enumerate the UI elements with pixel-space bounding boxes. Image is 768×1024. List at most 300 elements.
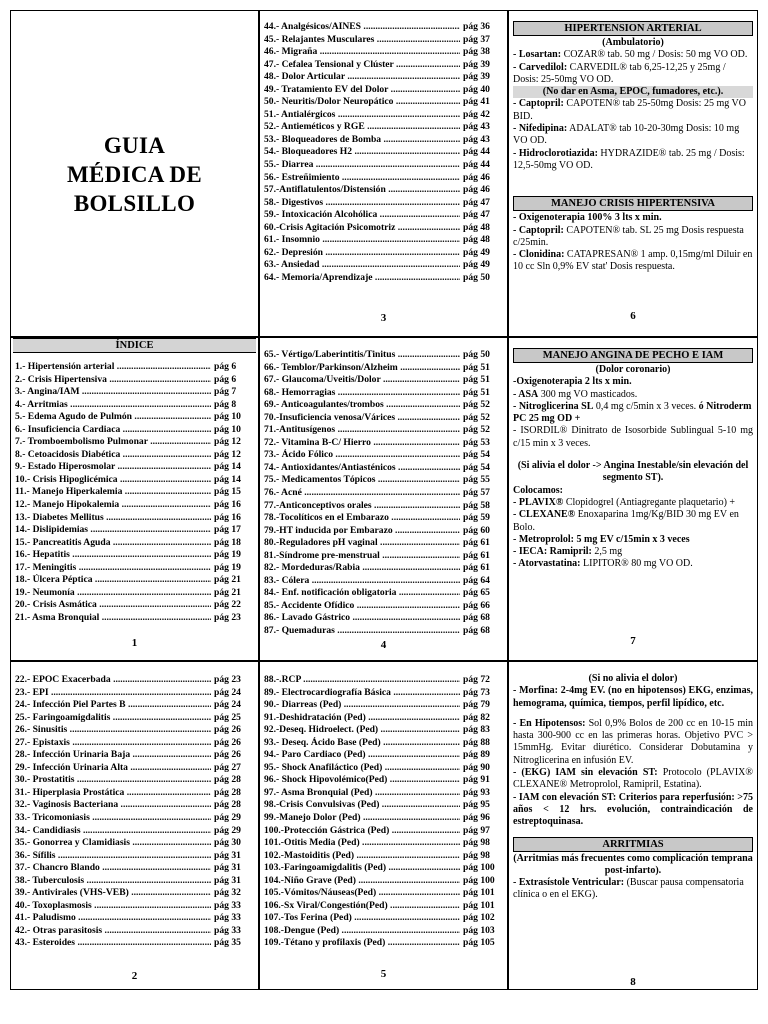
treatment-line: -Oxigenoterapia 2 lts x min. bbox=[513, 376, 632, 388]
toc-entry bbox=[15, 549, 258, 562]
drug-dose: HYDRAZIDE® tab. 25 mg / Dosis: 12,5-50mg VO OD. bbox=[513, 147, 745, 171]
toc-entry bbox=[15, 900, 258, 913]
toc-entry-page: pág 57 bbox=[463, 487, 490, 499]
toc-entry-page: pág 61 bbox=[463, 537, 490, 549]
treatment-note: (Si alivia el dolor -> Angina Inestable/sin elevación del segmento ST). bbox=[517, 460, 749, 484]
toc-entry bbox=[264, 374, 507, 387]
toc-entry bbox=[264, 21, 507, 34]
toc-entry-title: 7.- Tromboembolismo Pulmonar ..... bbox=[15, 436, 211, 449]
toc-entry-title: 106.-Sx Viral/Congestión(Ped) ..... bbox=[264, 900, 460, 913]
drug-dose: COZAR® tab. 50 mg / Dosis: 50 mg VO OD. bbox=[561, 49, 748, 61]
toc-entry bbox=[264, 799, 507, 812]
toc-entry-page: pág 21 bbox=[214, 574, 241, 586]
toc-entry-page: pág 54 bbox=[463, 449, 490, 461]
toc-entry bbox=[264, 612, 507, 625]
toc-entry bbox=[264, 550, 507, 563]
toc-page-2 bbox=[11, 674, 258, 991]
toc-entry bbox=[15, 449, 258, 462]
toc-entry-title: 72.- Vitamina B-C/ Hierro ..... bbox=[264, 437, 460, 450]
toc-entry-page: pág 91 bbox=[463, 774, 490, 786]
toc-entry-title: 20.- Crisis Asmática ..... bbox=[15, 599, 211, 612]
toc-entry-page: pág 61 bbox=[463, 562, 490, 574]
toc-entry-title: 76.- Acné ..... bbox=[264, 487, 460, 500]
toc-entry-page: pág 26 bbox=[214, 749, 241, 761]
toc-entry-page: pág 26 bbox=[214, 736, 241, 748]
toc-entry bbox=[15, 512, 258, 525]
toc-entry-page: pág 52 bbox=[463, 424, 490, 436]
toc-entry bbox=[15, 749, 258, 762]
toc-entry bbox=[264, 875, 507, 888]
toc-entry-title: 59.- Intoxicación Alcohólica ..... bbox=[264, 209, 460, 222]
toc-entry bbox=[15, 599, 258, 612]
toc-entry-page: pág 22 bbox=[214, 599, 241, 611]
cover-title-line: BOLSILLO bbox=[73, 191, 196, 216]
toc-entry bbox=[264, 687, 507, 700]
toc-entry-page: pág 88 bbox=[463, 736, 490, 748]
drug-name: - ASA bbox=[513, 388, 539, 400]
toc-entry-title: 53.- Bloqueadores de Bomba ..... bbox=[264, 134, 460, 147]
toc-entry bbox=[264, 900, 507, 913]
toc-entry bbox=[264, 197, 507, 210]
toc-entry-page: pág 31 bbox=[214, 874, 241, 886]
toc-entry-page: pág 43 bbox=[463, 121, 490, 133]
toc-entry-title: 36.- Sífilis ..... bbox=[15, 850, 211, 863]
toc-entry-page: pág 33 bbox=[214, 924, 241, 936]
toc-entry-title: 108.-Dengue (Ped) ..... bbox=[264, 925, 460, 938]
toc-entry-title: 90.- Diarreas (Ped) ..... bbox=[264, 699, 460, 712]
toc-entry-page: pág 101 bbox=[463, 887, 495, 899]
toc-entry bbox=[264, 121, 507, 134]
toc-entry-page: pág 33 bbox=[214, 899, 241, 911]
toc-entry-page: pág 58 bbox=[463, 499, 490, 511]
toc-entry-page: pág 10 bbox=[214, 411, 241, 423]
toc-entry-page: pág 31 bbox=[214, 862, 241, 874]
toc-entry-title: 79.-HT inducida por Embarazo ..... bbox=[264, 525, 460, 538]
toc-entry-page: pág 50 bbox=[463, 271, 490, 283]
drug-name: - En Hipotensos: bbox=[513, 717, 586, 729]
toc-entry bbox=[15, 799, 258, 812]
toc-entry-page: pág 65 bbox=[463, 587, 490, 599]
toc-entry bbox=[264, 474, 507, 487]
drug-dose: CATAPRESAN® 1 amp. 0,15mg/ml Diluir en 10 cc Sln 0,9% EV stat' Dosis respuesta. bbox=[513, 249, 753, 273]
toc-entry bbox=[15, 361, 258, 374]
toc-entry bbox=[264, 887, 507, 900]
drug-dose: Clopidogrel (Antiagregante plaquetario) + bbox=[563, 496, 736, 508]
toc-entry-title: 95.- Shock Anafiláctico (Ped) ..... bbox=[264, 762, 460, 775]
drug-name: - Extrasístole Ventricular: bbox=[513, 877, 625, 889]
cover-title-line: GUIA bbox=[103, 133, 166, 158]
toc-entry-title: 26.- Sinusitis ..... bbox=[15, 724, 211, 737]
toc-entry-title: 52.- Antieméticos y RGE ..... bbox=[264, 121, 460, 134]
toc-entry bbox=[264, 387, 507, 400]
toc-entry bbox=[15, 862, 258, 875]
toc-entry-page: pág 19 bbox=[214, 549, 241, 561]
drug-name: - Nifedipina: bbox=[513, 123, 568, 135]
drug-dose: EKG, enzimas, hemograma, química, tiempos, perfil lipídico, etc. bbox=[513, 685, 753, 709]
toc-entry-title: 42.- Otras parasitosis ..... bbox=[15, 925, 211, 938]
toc-entry-title: 35.- Gonorrea y Clamidiasis ..... bbox=[15, 837, 211, 850]
drug-name: - Atorvastatina: bbox=[513, 558, 581, 570]
toc-entry bbox=[15, 875, 258, 888]
toc-entry bbox=[264, 449, 507, 462]
toc-page-3 bbox=[260, 21, 507, 336]
toc-entry-title: 22.- EPOC Exacerbada ..... bbox=[15, 674, 211, 687]
toc-entry bbox=[264, 787, 507, 800]
toc-entry bbox=[15, 687, 258, 700]
toc-entry bbox=[264, 46, 507, 59]
toc-entry bbox=[264, 462, 507, 475]
toc-entry-page: pág 19 bbox=[214, 561, 241, 573]
toc-entry bbox=[264, 774, 507, 787]
toc-entry-title: 5.- Edema Agudo de Pulmón ..... bbox=[15, 411, 211, 424]
toc-entry bbox=[15, 837, 258, 850]
toc-entry bbox=[264, 59, 507, 72]
toc-entry bbox=[15, 674, 258, 687]
toc-entry-page: pág 72 bbox=[463, 674, 490, 685]
toc-entry bbox=[15, 762, 258, 775]
toc-entry bbox=[264, 437, 507, 450]
toc-entry bbox=[264, 724, 507, 737]
toc-entry-title: 51.- Antialérgicos ..... bbox=[264, 109, 460, 122]
toc-entry-title: 13.- Diabetes Mellitus ..... bbox=[15, 512, 211, 525]
index-title: ÍNDICE bbox=[13, 338, 256, 353]
toc-list bbox=[11, 361, 258, 624]
toc-entry-title: 60.-Crisis Agitación Psicomotriz ..... bbox=[264, 222, 460, 235]
toc-entry-title: 80.-Reguladores pH vaginal ..... bbox=[264, 537, 460, 550]
drug-dose: (Buscar pausa compensatoria clínica o en el EKG). bbox=[513, 877, 744, 901]
toc-entry-page: pág 31 bbox=[214, 849, 241, 861]
toc-entry-page: pág 6 bbox=[214, 373, 237, 385]
toc-entry-page: pág 23 bbox=[214, 611, 241, 623]
booklet-sheet bbox=[10, 10, 758, 990]
drug-dose: Sol 0,9% Bolos de 200 cc en 10-15 min hasta 300-900 cc en las primeras horas. Objetivo PVC > 15mmHg. Evitar diurético. Considerar Dobutamina y Nitroglicerina en infusión EV. bbox=[513, 717, 753, 766]
toc-entry-page: pág 61 bbox=[463, 549, 490, 561]
toc-list bbox=[260, 349, 507, 638]
toc-entry bbox=[15, 411, 258, 424]
toc-entry-page: pág 16 bbox=[214, 511, 241, 523]
page-number: 5 bbox=[380, 968, 387, 980]
toc-entry-page: pág 37 bbox=[463, 33, 490, 45]
toc-entry-title: 39.- Antivirales (VHS-VEB) ..... bbox=[15, 887, 211, 900]
drug-dose: Enoxaparina 1mg/Kg/BID 30 mg EV en Bolo. bbox=[513, 509, 739, 533]
toc-entry bbox=[264, 247, 507, 260]
toc-page-4 bbox=[260, 349, 507, 660]
toc-entry-title: 92.-Deseq. Hidroelect. (Ped) ..... bbox=[264, 724, 460, 737]
toc-entry-page: pág 64 bbox=[463, 574, 490, 586]
toc-entry-page: pág 52 bbox=[463, 399, 490, 411]
toc-entry-title: 88.-.RCP ..... bbox=[264, 674, 460, 687]
toc-entry-title: 48.- Dolor Articular ..... bbox=[264, 71, 460, 84]
toc-entry-title: 62.- Depresión ..... bbox=[264, 247, 460, 260]
toc-entry-page: pág 51 bbox=[463, 386, 490, 398]
page-number: 2 bbox=[131, 970, 138, 982]
toc-entry-title: 73.- Ácido Fólico ..... bbox=[264, 449, 460, 462]
toc-entry-page: pág 46 bbox=[463, 171, 490, 183]
toc-entry bbox=[15, 499, 258, 512]
toc-entry bbox=[264, 575, 507, 588]
toc-entry bbox=[15, 574, 258, 587]
drug-name: - Clonidina: bbox=[513, 249, 565, 261]
treatment-note: (Arritmias más frecuentes como complicación temprana post-infarto). bbox=[513, 852, 753, 876]
toc-entry-title: 103.-Faringoamigdalitis (Ped) ..... bbox=[264, 862, 460, 875]
cover-panel bbox=[11, 11, 258, 336]
toc-entry bbox=[264, 937, 507, 950]
section-header: HIPERTENSION ARTERIAL bbox=[513, 21, 753, 36]
toc-entry bbox=[264, 209, 507, 222]
toc-entry-title: 4.- Arritmias ..... bbox=[15, 399, 211, 412]
toc-entry-page: pág 47 bbox=[463, 209, 490, 221]
toc-entry bbox=[15, 774, 258, 787]
toc-entry-page: pág 32 bbox=[214, 887, 241, 899]
toc-entry bbox=[15, 374, 258, 387]
toc-entry-page: pág 89 bbox=[463, 749, 490, 761]
toc-entry-title: 109.-Tétano y profilaxis (Ped) ..... bbox=[264, 937, 460, 950]
toc-entry-title: 58.- Digestivos ..... bbox=[264, 197, 460, 210]
toc-entry-page: pág 98 bbox=[463, 837, 490, 849]
toc-entry-page: pág 96 bbox=[463, 812, 490, 824]
toc-entry bbox=[15, 436, 258, 449]
page-number: 1 bbox=[131, 637, 138, 649]
treatment-line: - IAM con elevación ST: Criterios para reperfusión: >75 años < 12 hrs. evolución, contraindicación de estreptoquinasa. bbox=[513, 791, 753, 828]
page-number: 7 bbox=[630, 635, 636, 647]
drug-name: - Hidroclorotiazida: bbox=[513, 147, 598, 159]
row-divider bbox=[11, 660, 757, 662]
toc-entry bbox=[264, 362, 507, 375]
toc-entry-page: pág 6 bbox=[214, 361, 237, 372]
toc-entry bbox=[15, 825, 258, 838]
toc-entry bbox=[264, 625, 507, 638]
toc-entry-page: pág 50 bbox=[463, 349, 490, 360]
toc-entry-title: 64.- Memoria/Aprendizaje ..... bbox=[264, 272, 460, 285]
toc-entry-title: 93.- Deseq. Ácido Base (Ped) ..... bbox=[264, 737, 460, 750]
toc-entry-page: pág 54 bbox=[463, 461, 490, 473]
toc-entry-title: 104.-Niño Grave (Ped) ..... bbox=[264, 875, 460, 888]
toc-entry-title: 32.- Vaginosis Bacteriana ..... bbox=[15, 799, 211, 812]
drug-name: - PLAVIX® bbox=[513, 496, 564, 508]
toc-entry-page: pág 26 bbox=[214, 724, 241, 736]
toc-entry-title: 99.-Manejo Dolor (Ped) ..... bbox=[264, 812, 460, 825]
toc-page-1 bbox=[11, 338, 258, 660]
toc-entry-title: 81.-Síndrome pre-menstrual ..... bbox=[264, 550, 460, 563]
toc-entry-title: 83.- Cólera ..... bbox=[264, 575, 460, 588]
toc-entry-page: pág 29 bbox=[214, 812, 241, 824]
toc-entry-title: 43.- Esteroides ..... bbox=[15, 937, 211, 950]
toc-entry-title: 44.- Analgésicos/AINES ..... bbox=[264, 21, 460, 34]
toc-entry-page: pág 28 bbox=[214, 799, 241, 811]
toc-entry bbox=[264, 737, 507, 750]
toc-entry-title: 18.- Úlcera Péptica ..... bbox=[15, 574, 211, 587]
toc-entry-page: pág 28 bbox=[214, 774, 241, 786]
toc-entry-title: 101.-Otitis Media (Ped) ..... bbox=[264, 837, 460, 850]
toc-entry bbox=[15, 850, 258, 863]
toc-entry-page: pág 39 bbox=[463, 71, 490, 83]
toc-entry-title: 87.- Quemaduras ..... bbox=[264, 625, 460, 638]
toc-entry-title: 91.-Deshidratación (Ped) ..... bbox=[264, 712, 460, 725]
section-subtitle: (Ambulatorio) bbox=[602, 37, 664, 48]
toc-entry bbox=[15, 925, 258, 938]
toc-entry bbox=[264, 762, 507, 775]
toc-entry bbox=[15, 737, 258, 750]
toc-entry bbox=[15, 486, 258, 499]
toc-entry bbox=[264, 812, 507, 825]
toc-entry-title: 74.- Antioxidantes/Antiasténicos ..... bbox=[264, 462, 460, 475]
toc-entry-title: 31.- Hiperplasia Prostática ..... bbox=[15, 787, 211, 800]
toc-entry bbox=[264, 84, 507, 97]
toc-entry-title: 10.- Crisis Hipoglicémica ..... bbox=[15, 474, 211, 487]
toc-entry-title: 29.- Infección Urinaria Alta ..... bbox=[15, 762, 211, 775]
page-6-hypertension bbox=[509, 21, 757, 336]
toc-entry-page: pág 79 bbox=[463, 699, 490, 711]
toc-entry bbox=[264, 349, 507, 362]
toc-entry-title: 23.- EPI ..... bbox=[15, 687, 211, 700]
drug-dose: 300 mg VO masticados. bbox=[538, 388, 638, 400]
toc-entry-page: pág 24 bbox=[214, 686, 241, 698]
drug-name: - (EKG) IAM sin elevación ST: bbox=[513, 767, 658, 779]
toc-entry bbox=[264, 412, 507, 425]
toc-entry-title: 97.- Asma Bronquial (Ped) ..... bbox=[264, 787, 460, 800]
toc-entry bbox=[264, 837, 507, 850]
toc-entry-title: 30.- Prostatitis ..... bbox=[15, 774, 211, 787]
toc-entry bbox=[15, 712, 258, 725]
toc-entry bbox=[264, 587, 507, 600]
page-number: 8 bbox=[630, 976, 636, 988]
toc-entry-title: 61.- Insomnio ..... bbox=[264, 234, 460, 247]
warning-note: (No dar en Asma, EPOC, fumadores, etc.). bbox=[513, 86, 753, 98]
toc-entry-page: pág 44 bbox=[463, 159, 490, 171]
toc-entry-title: 6.- Insuficiencia Cardiaca ..... bbox=[15, 424, 211, 437]
toc-entry-page: pág 95 bbox=[463, 799, 490, 811]
toc-entry-page: pág 48 bbox=[463, 221, 490, 233]
toc-entry-page: pág 28 bbox=[214, 786, 241, 798]
toc-entry-title: 54.- Bloqueadores H2 ..... bbox=[264, 146, 460, 159]
toc-entry bbox=[264, 925, 507, 938]
toc-entry-page: pág 90 bbox=[463, 761, 490, 773]
toc-entry bbox=[264, 600, 507, 613]
toc-entry bbox=[15, 912, 258, 925]
drug-dose: LIPITOR® 80 mg VO OD. bbox=[580, 558, 693, 570]
toc-entry-title: 24.- Infección Piel Partes B ..... bbox=[15, 699, 211, 712]
toc-entry-title: 98.-Crisis Convulsivas (Ped) ..... bbox=[264, 799, 460, 812]
toc-entry bbox=[15, 461, 258, 474]
toc-entry-title: 63.- Ansiedad ..... bbox=[264, 259, 460, 272]
toc-entry bbox=[264, 699, 507, 712]
toc-entry-title: 107.-Tos Ferina (Ped) ..... bbox=[264, 912, 460, 925]
toc-entry-title: 8.- Cetoacidosis Diabética ..... bbox=[15, 449, 211, 462]
toc-entry-page: pág 52 bbox=[463, 411, 490, 423]
toc-entry bbox=[264, 487, 507, 500]
toc-entry-title: 50.- Neuritis/Dolor Neuropático ..... bbox=[264, 96, 460, 109]
toc-entry-page: pág 103 bbox=[463, 924, 495, 936]
toc-entry-page: pág 68 bbox=[463, 612, 490, 624]
toc-entry bbox=[264, 34, 507, 47]
toc-entry-title: 47.- Cefalea Tensional y Clúster ..... bbox=[264, 59, 460, 72]
toc-entry-page: pág 48 bbox=[463, 234, 490, 246]
drug-name: - Nitroglicerina SL bbox=[513, 400, 594, 412]
treatment-line: - Oxigenoterapia 100% 3 lts x min. bbox=[513, 212, 662, 224]
toc-entry-title: 19.- Neumonía ..... bbox=[15, 587, 211, 600]
toc-entry-page: pág 59 bbox=[463, 512, 490, 524]
toc-entry-page: pág 46 bbox=[463, 184, 490, 196]
toc-entry bbox=[264, 712, 507, 725]
treatment-line: - ISORDIL® Dinitrato de Isosorbide Sublingual 5-10 mg c/15 min x 3 veces. bbox=[513, 425, 753, 449]
page-number: 6 bbox=[630, 310, 636, 322]
toc-entry bbox=[15, 937, 258, 950]
toc-entry-title: 40.- Toxoplasmosis ..... bbox=[15, 900, 211, 913]
toc-entry-page: pág 15 bbox=[214, 486, 241, 498]
toc-entry-page: pág 102 bbox=[463, 912, 495, 924]
toc-entry-title: 11.- Manejo Hiperkalemia ..... bbox=[15, 486, 211, 499]
toc-entry-title: 25.- Faringoamigdalitis ..... bbox=[15, 712, 211, 725]
toc-entry-title: 41.- Paludismo ..... bbox=[15, 912, 211, 925]
toc-entry bbox=[15, 474, 258, 487]
toc-entry-page: pág 18 bbox=[214, 536, 241, 548]
toc-entry-title: 84.- Enf. notificación obligatoria ..... bbox=[264, 587, 460, 600]
toc-entry-title: 89.- Electrocardiografía Básica ..... bbox=[264, 687, 460, 700]
toc-entry-title: 105.-Vómitos/Náuseas(Ped) ..... bbox=[264, 887, 460, 900]
toc-entry bbox=[15, 537, 258, 550]
toc-entry-page: pág 98 bbox=[463, 849, 490, 861]
toc-entry bbox=[264, 912, 507, 925]
toc-entry-page: pág 23 bbox=[214, 674, 241, 685]
toc-entry-page: pág 100 bbox=[463, 862, 495, 874]
cover-title bbox=[11, 131, 258, 218]
toc-entry-title: 82.- Mordeduras/Rabia ..... bbox=[264, 562, 460, 575]
toc-entry-page: pág 49 bbox=[463, 246, 490, 258]
toc-entry-title: 2.- Crisis Hipertensiva ..... bbox=[15, 374, 211, 387]
toc-entry-page: pág 33 bbox=[214, 912, 241, 924]
drug-name: - IECA: Ramipril: bbox=[513, 546, 592, 558]
toc-entry-title: 15.- Pancreatitis Aguda ..... bbox=[15, 537, 211, 550]
toc-entry-title: 21.- Asma Bronquial ..... bbox=[15, 612, 211, 625]
toc-entry-title: 55.- Diarrea ..... bbox=[264, 159, 460, 172]
toc-entry-page: pág 73 bbox=[463, 686, 490, 698]
section-header: ARRITMIAS bbox=[513, 837, 753, 852]
toc-entry-page: pág 21 bbox=[214, 586, 241, 598]
toc-entry-page: pág 8 bbox=[214, 398, 237, 410]
section-subtitle: (Dolor coronario) bbox=[595, 364, 671, 375]
toc-entry-title: 14.- Dislipidemias ..... bbox=[15, 524, 211, 537]
toc-entry-page: pág 36 bbox=[463, 21, 490, 32]
toc-entry-page: pág 10 bbox=[214, 423, 241, 435]
toc-entry-page: pág 101 bbox=[463, 899, 495, 911]
toc-entry bbox=[264, 674, 507, 687]
toc-list bbox=[260, 21, 507, 284]
toc-entry-title: 12.- Manejo Hipokalemia ..... bbox=[15, 499, 211, 512]
toc-entry-page: pág 25 bbox=[214, 711, 241, 723]
toc-entry-page: pág 29 bbox=[214, 824, 241, 836]
toc-entry-title: 49.- Tratamiento EV del Dolor ..... bbox=[264, 84, 460, 97]
toc-list bbox=[260, 674, 507, 950]
toc-entry-page: pág 12 bbox=[214, 448, 241, 460]
toc-entry-title: 75.- Medicamentos Tópicos ..... bbox=[264, 474, 460, 487]
toc-entry-title: 56.- Estreñimiento ..... bbox=[264, 172, 460, 185]
toc-entry bbox=[15, 386, 258, 399]
page-number: 4 bbox=[380, 639, 387, 651]
section-header: MANEJO CRISIS HIPERTENSIVA bbox=[513, 196, 753, 211]
toc-entry bbox=[264, 500, 507, 513]
toc-entry-title: 34.- Candidiasis ..... bbox=[15, 825, 211, 838]
toc-entry-title: 9.- Estado Hiperosmolar ..... bbox=[15, 461, 211, 474]
drug-name: - Carvedilol: bbox=[513, 61, 568, 73]
toc-entry bbox=[264, 537, 507, 550]
toc-page-5 bbox=[260, 674, 507, 991]
drug-name: - Morfina: 2-4mg EV. (no en hipotensos) bbox=[513, 685, 686, 697]
toc-entry-title: 38.- Tuberculosis ..... bbox=[15, 875, 211, 888]
toc-entry bbox=[264, 399, 507, 412]
toc-entry-title: 65.- Vértigo/Laberintitis/Tinitus ..... bbox=[264, 349, 460, 362]
toc-entry-title: 96.- Shock Hipovolémico(Ped) ..... bbox=[264, 774, 460, 787]
toc-entry-page: pág 40 bbox=[463, 83, 490, 95]
